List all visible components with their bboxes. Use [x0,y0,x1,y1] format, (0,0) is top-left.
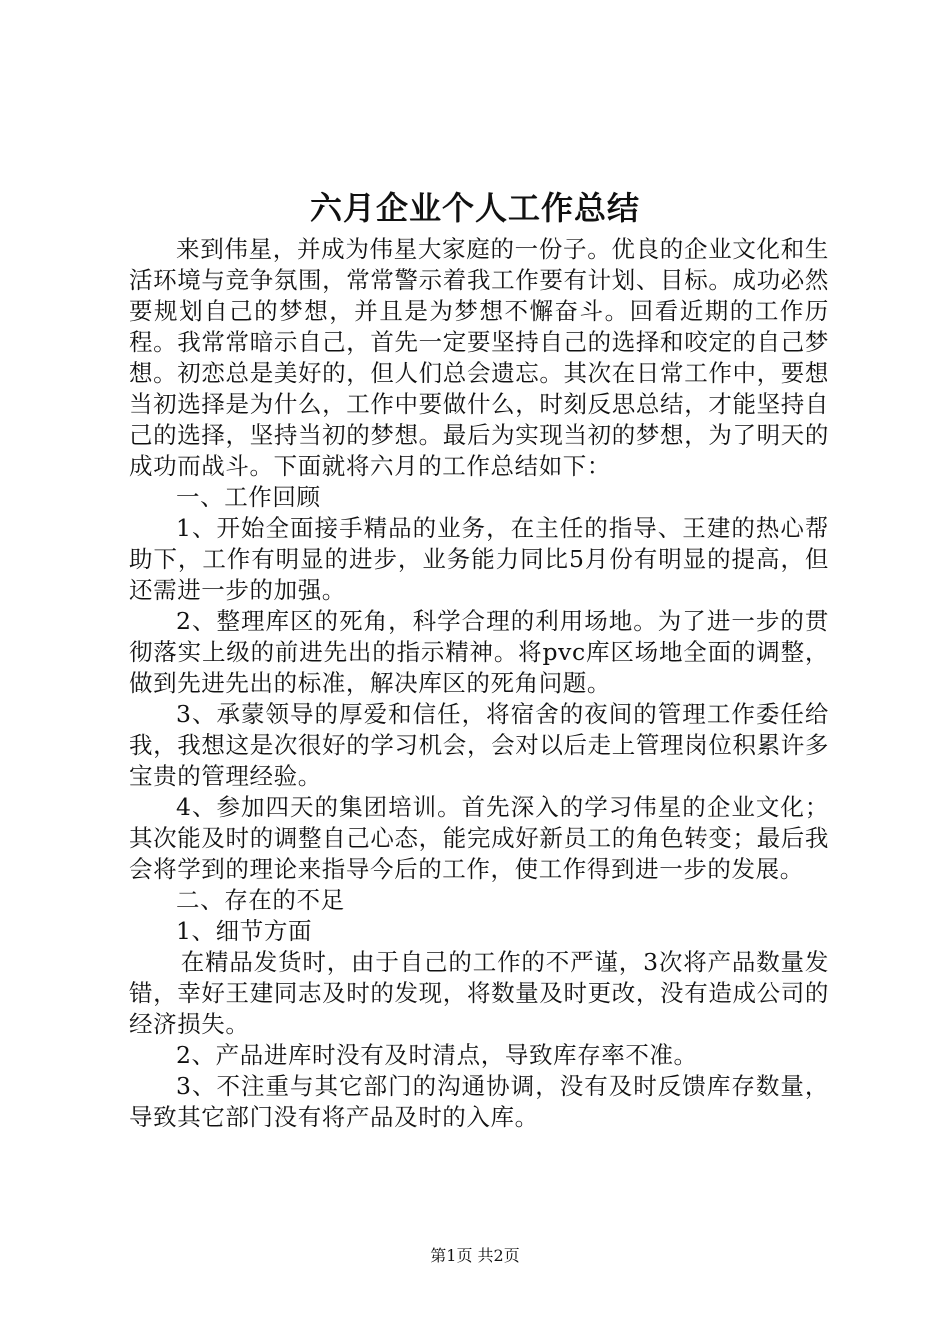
page-footer: 第1页 共2页 [430,1246,520,1265]
review-item-1: 1、开始全面接手精品的业务，在主任的指导、王建的热心帮助下，工作有明显的进步，业务能力同比5月份有明显的提高，但还需进一步的加强。 [129,514,829,604]
shortcoming-item-2: 2、产品进库时没有及时清点，导致库存率不准。 [176,1041,698,1069]
review-item-4: 4、参加四天的集团培训。首先深入的学习伟星的企业文化；其次能及时的调整自己心态，能完成好新员工的角色转变；最后我会将学到的理论来指导今后的工作，使工作得到进一步的发展。 [129,793,829,883]
shortcoming-detail-paragraph: 在精品发货时，由于自己的工作的不严谨，3次将产品数量发错，幸好王建同志及时的发现，将数量及时更改，没有造成公司的经济损失。 [129,948,829,1038]
document-body [129,234,829,1133]
shortcoming-item-3: 3、不注重与其它部门的沟通协调，没有及时反馈库存数量，导致其它部门没有将产品及时的入库。 [129,1072,829,1131]
review-item-2: 2、整理库区的死角，科学合理的利用场地。为了进一步的贯彻落实上级的前进先出的指示精神。将pvc库区场地全面的调整，做到先进先出的标准，解决库区的死角问题。 [129,607,829,697]
review-item-3: 3、承蒙领导的厚爱和信任，将宿舍的夜间的管理工作委任给我，我想这是次很好的学习机会，会对以后走上管理岗位积累许多宝贵的管理经验。 [129,700,829,790]
intro-paragraph: 来到伟星，并成为伟星大家庭的一份子。优良的企业文化和生活环境与竞争氛围，常常警示着我工作要有计划、目标。成功必然要规划自己的梦想，并且是为梦想不懈奋斗。回看近期的工作历程。我常常暗示自己，首先一定要坚持自己的选择和咬定的自己梦想。初恋总是美好的，但人们总会遗忘。其次在日常工作中，要想当初选择是为什么，工作中要做什么，时刻反思总结，才能坚持自己的选择，坚持当初的梦想。最后为实现当初的梦想，为了明天的成功而战斗。下面就将六月的工作总结如下： [129,235,829,480]
section-heading-work-review: 一、工作回顾 [176,483,321,511]
document-title: 六月企业个人工作总结 [309,189,640,227]
section-heading-shortcomings: 二、存在的不足 [176,886,345,914]
shortcoming-subheading-details: 1、细节方面 [176,917,313,945]
